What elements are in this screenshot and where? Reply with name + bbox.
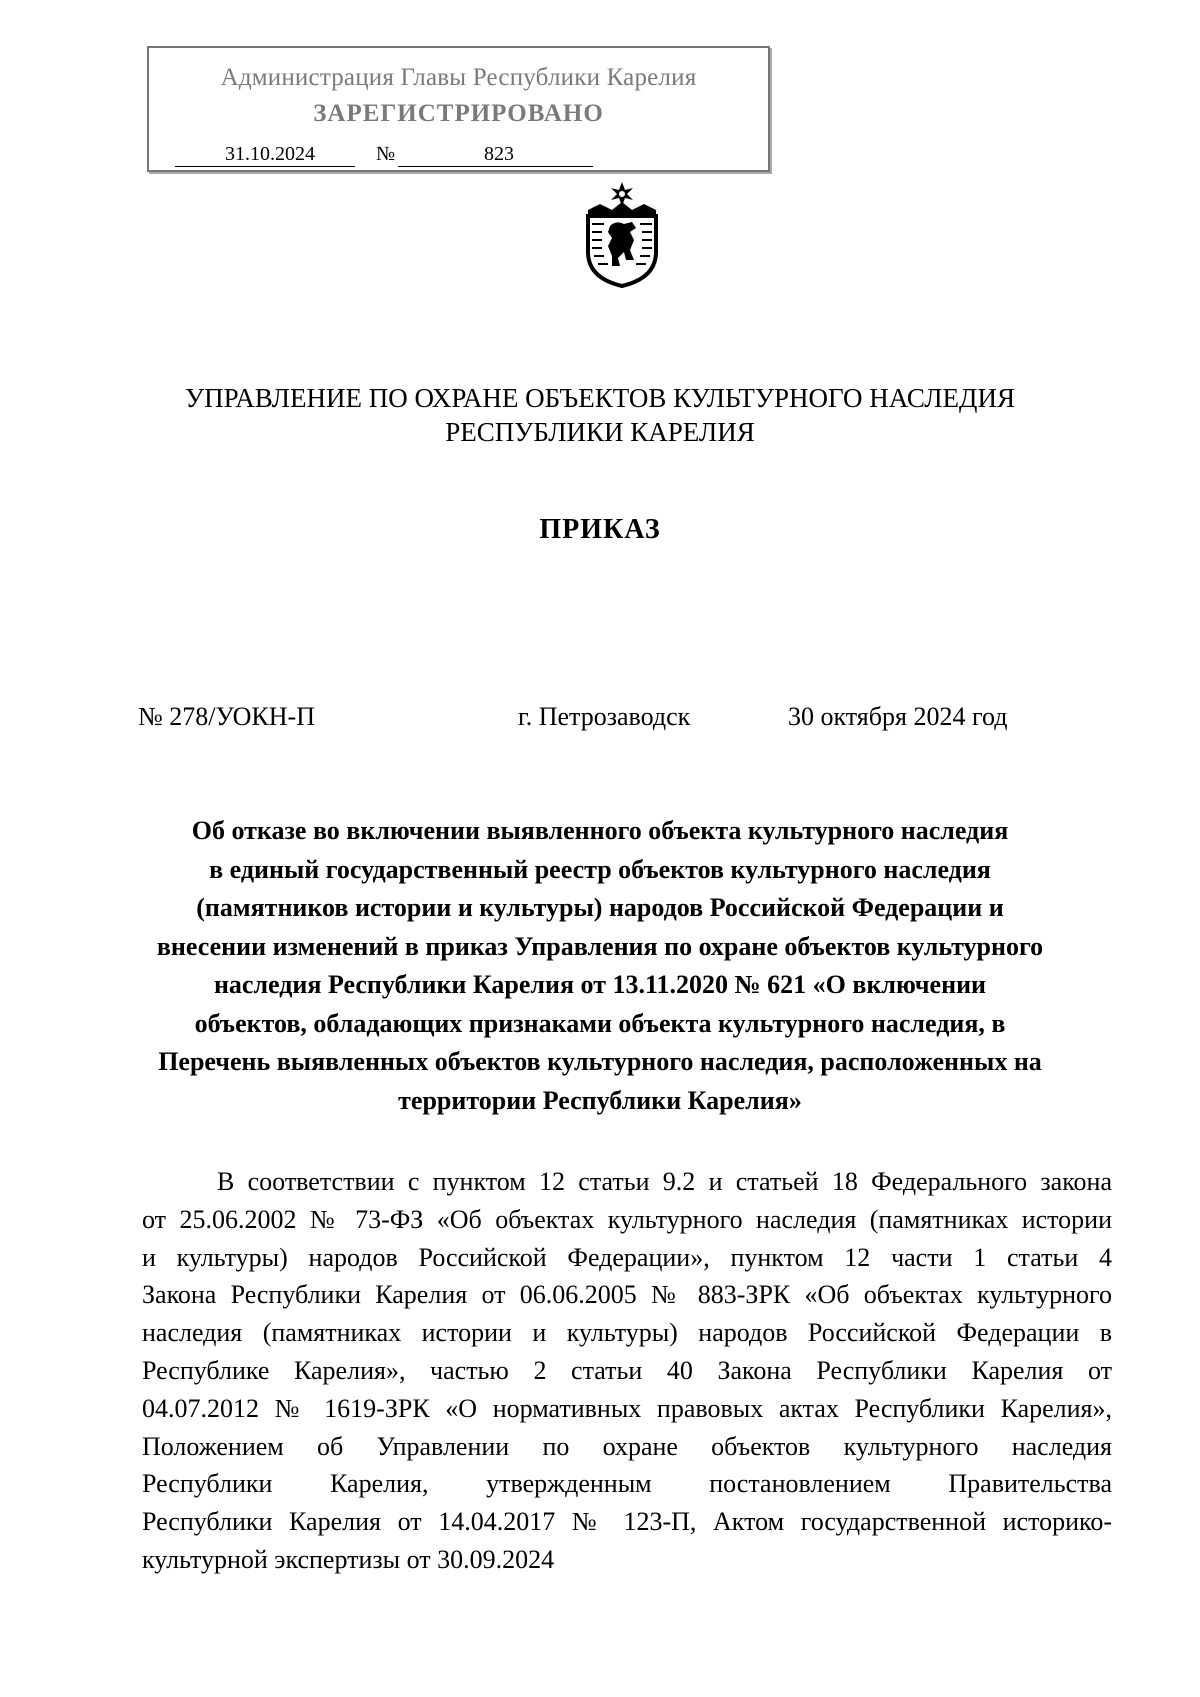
stamp-date: 31.10.2024 — [225, 143, 315, 165]
heading-line: внесении изменений в приказ Управления по охране объектов культурного — [156, 931, 1044, 961]
order-city: г. Петрозаводск — [518, 702, 691, 731]
body-line: Республике Карелия», частью 2 статьи 40 Закона Республики Карелия от — [142, 1355, 1112, 1385]
heading-line: наследия Республики Карелия от 13.11.2020 № 621 «О включении — [213, 970, 987, 999]
body-line: Республики Карелия, утвержденным постановлением Правительства — [142, 1469, 1112, 1499]
stamp-number: 823 — [484, 143, 514, 165]
order-heading — [120, 812, 1080, 1120]
organization-title-line2: РЕСПУБЛИКИ КАРЕЛИЯ — [445, 417, 755, 447]
document-type: ПРИКАЗ — [539, 514, 661, 545]
heading-line: (памятников истории и культуры) народов Российской Федерации и — [196, 893, 1004, 922]
order-body — [142, 1163, 1112, 1579]
body-line: 04.07.2012 № 1619-ЗРК «О нормативных правовых актах Республики Карелия», — [142, 1393, 1112, 1423]
stamp-date-underline — [175, 166, 355, 167]
order-number: № 278/УОКН-П — [138, 702, 315, 731]
body-line: В соответствии с пунктом 12 статьи 9.2 и статьей 18 Федерального закона — [217, 1167, 1112, 1196]
heading-line: Об отказе во включении выявленного объекта культурного наследия — [191, 816, 1009, 845]
body-line: Закона Республики Карелия от 06.06.2005 № 883-ЗРК «Об объектах культурного — [142, 1280, 1112, 1310]
body-line: Положением об Управлении по охране объектов культурного наследия — [142, 1431, 1112, 1461]
heading-line: территории Республики Карелия» — [398, 1085, 802, 1115]
body-line: культурной экспертизы от 30.09.2024 — [142, 1544, 555, 1574]
stamp-number-sign: № — [376, 143, 396, 165]
body-line: наследия (памятниках истории и культуры) народов Российской Федерации в — [142, 1318, 1112, 1348]
order-date: 30 октября 2024 год — [788, 702, 1008, 731]
karelia-coat-of-arms-icon — [580, 180, 664, 290]
stamp-number-underline — [398, 166, 593, 167]
stamp-status: ЗАРЕГИСТРИРОВАНО — [313, 100, 604, 127]
stamp-organization: Администрация Главы Республики Карелия — [220, 64, 697, 91]
body-line: от 25.06.2002 № 73-ФЗ «Об объектах культурного наследия (памятниках истории — [142, 1204, 1112, 1234]
organization-title — [0, 381, 1200, 449]
heading-line: в единый государственный реестр объектов культурного наследия — [209, 854, 991, 884]
body-line: и культуры) народов Российской Федерации», пунктом 12 части 1 статьи 4 — [142, 1242, 1112, 1272]
organization-title-line1: УПРАВЛЕНИЕ ПО ОХРАНЕ ОБЪЕКТОВ КУЛЬТУРНОГО НАСЛЕДИЯ — [185, 383, 1015, 413]
heading-line: объектов, обладающих признаками объекта культурного наследия, в — [194, 1008, 1006, 1038]
body-line: Республики Карелия от 14.04.2017 № 123-П, Актом государственной историко- — [142, 1507, 1112, 1537]
heading-line: Перечень выявленных объектов культурного наследия, расположенных на — [158, 1047, 1042, 1076]
